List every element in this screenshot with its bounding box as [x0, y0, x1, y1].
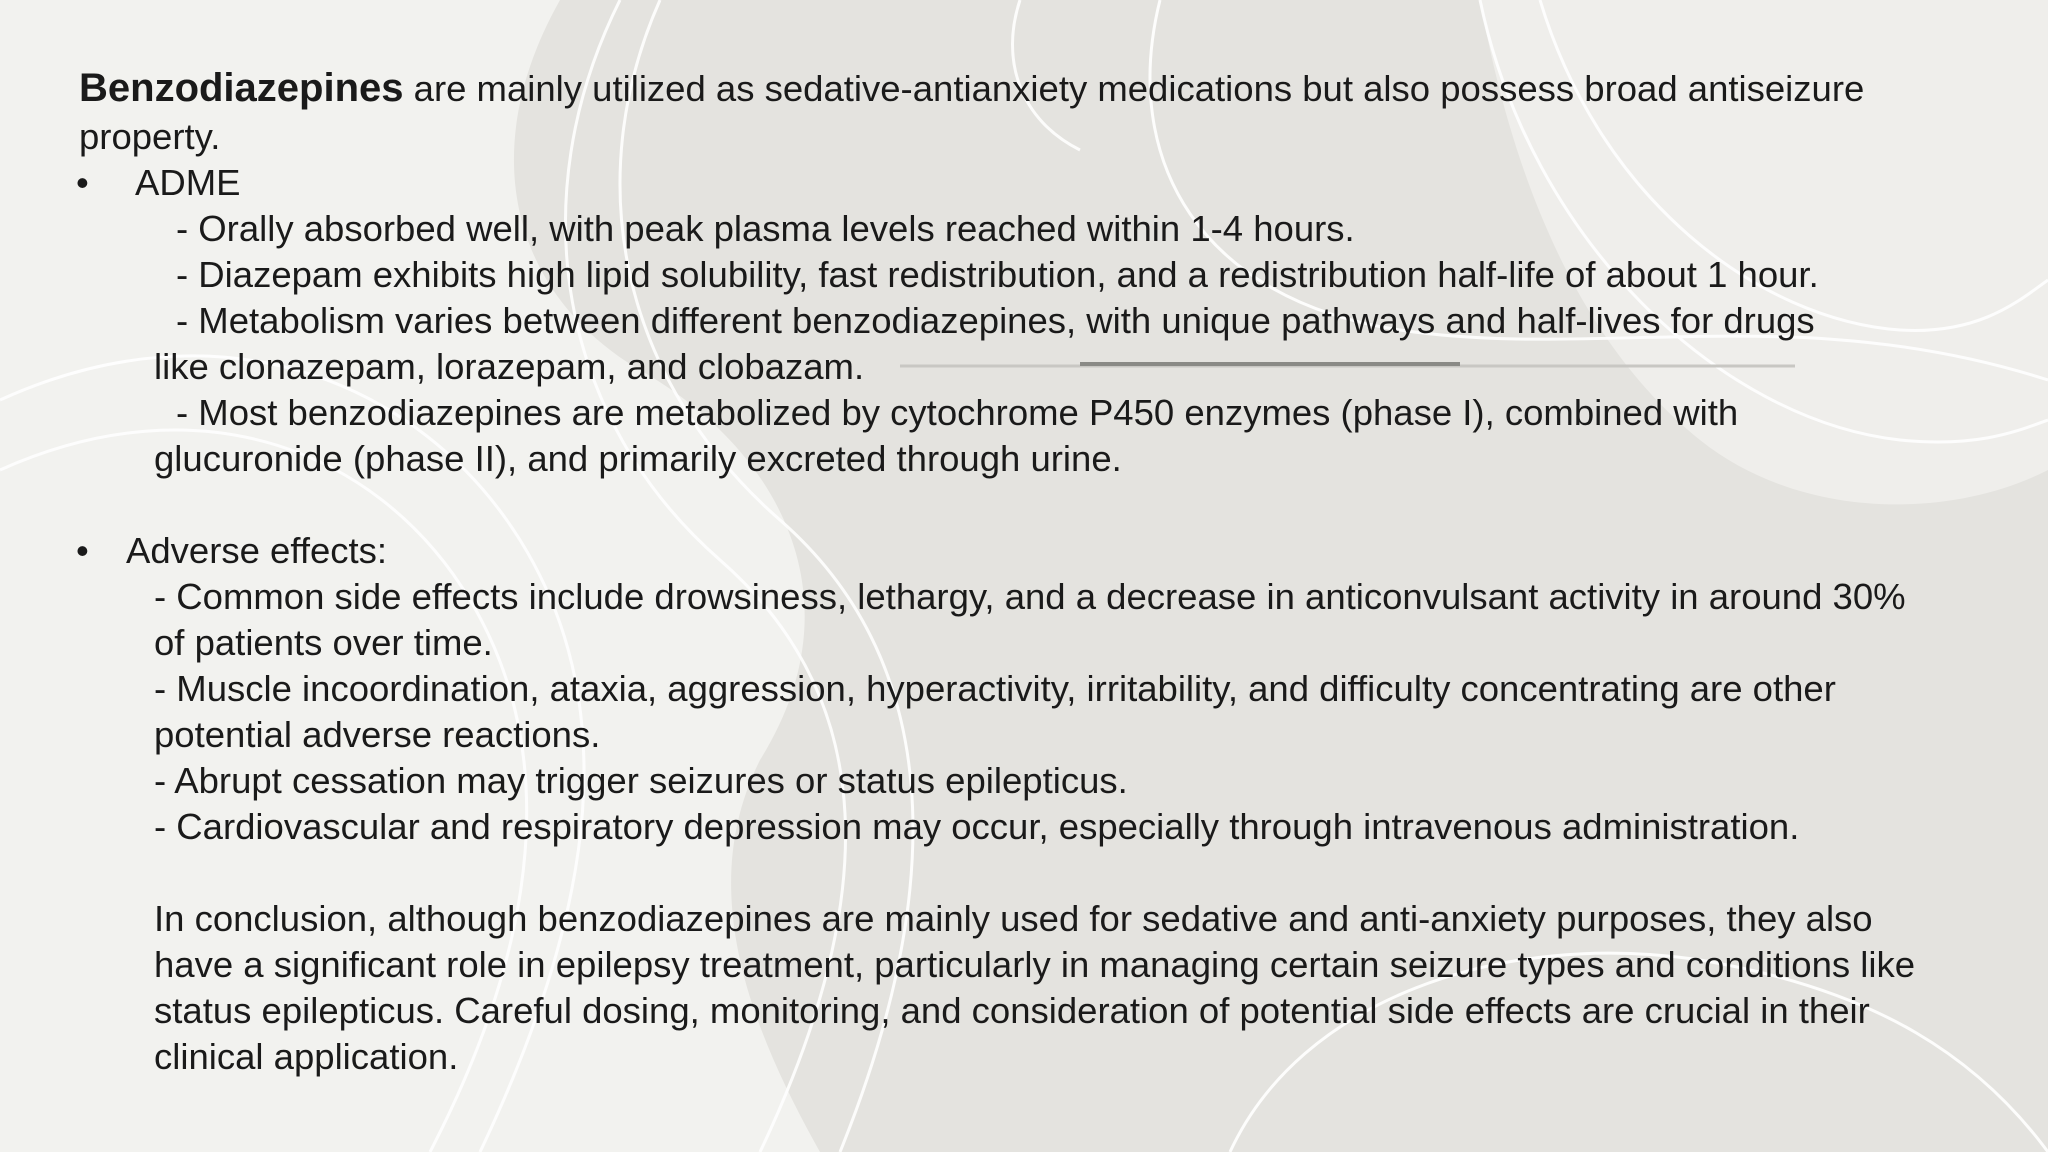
intro-line	[79, 65, 1864, 112]
adverse-item: - Muscle incoordination, ataxia, aggression, hyperactivity, irritability, and difficulty concentrating are other	[154, 668, 1836, 709]
conclusion-line: have a significant role in epilepsy treatment, particularly in managing certain seizure types and conditions like	[154, 944, 1916, 985]
intro-text: are mainly utilized as sedative-antianxiety medications but also possess broad antiseizure	[403, 68, 1865, 109]
adme-item: - Metabolism varies between different benzodiazepines, with unique pathways and half-lives for drugs	[176, 300, 1815, 341]
adverse-heading: Adverse effects:	[126, 530, 388, 571]
adme-bullet-marker: •	[76, 162, 89, 203]
adme-item-continuation: like clonazepam, lorazepam, and clobazam.	[154, 346, 865, 387]
conclusion-line: clinical application.	[154, 1036, 459, 1077]
adme-heading: ADME	[135, 162, 241, 203]
adverse-item: - Cardiovascular and respiratory depression may occur, especially through intravenous administration.	[154, 806, 1800, 847]
adverse-item: - Common side effects include drowsiness, lethargy, and a decrease in anticonvulsant activity in around 30%	[154, 576, 1906, 617]
intro-continuation: property.	[79, 116, 221, 157]
intro-term: Benzodiazepines	[79, 66, 404, 110]
adverse-item-continuation: of patients over time.	[154, 622, 493, 663]
adme-item: - Most benzodiazepines are metabolized by cytochrome P450 enzymes (phase I), combined with	[176, 392, 1739, 433]
adme-item: - Orally absorbed well, with peak plasma levels reached within 1-4 hours.	[176, 208, 1355, 249]
adverse-bullet-marker: •	[76, 530, 89, 571]
adme-item: - Diazepam exhibits high lipid solubility, fast redistribution, and a redistribution half-life of about 1 hour.	[176, 254, 1819, 295]
adme-item-continuation: glucuronide (phase II), and primarily excreted through urine.	[154, 438, 1122, 479]
adverse-item-continuation: potential adverse reactions.	[154, 714, 601, 755]
conclusion-line: status epilepticus. Careful dosing, monitoring, and consideration of potential side effects are crucial in their	[154, 990, 1870, 1031]
adverse-item: - Abrupt cessation may trigger seizures or status epilepticus.	[154, 760, 1128, 801]
conclusion-line: In conclusion, although benzodiazepines are mainly used for sedative and anti-anxiety purposes, they also	[154, 898, 1873, 939]
